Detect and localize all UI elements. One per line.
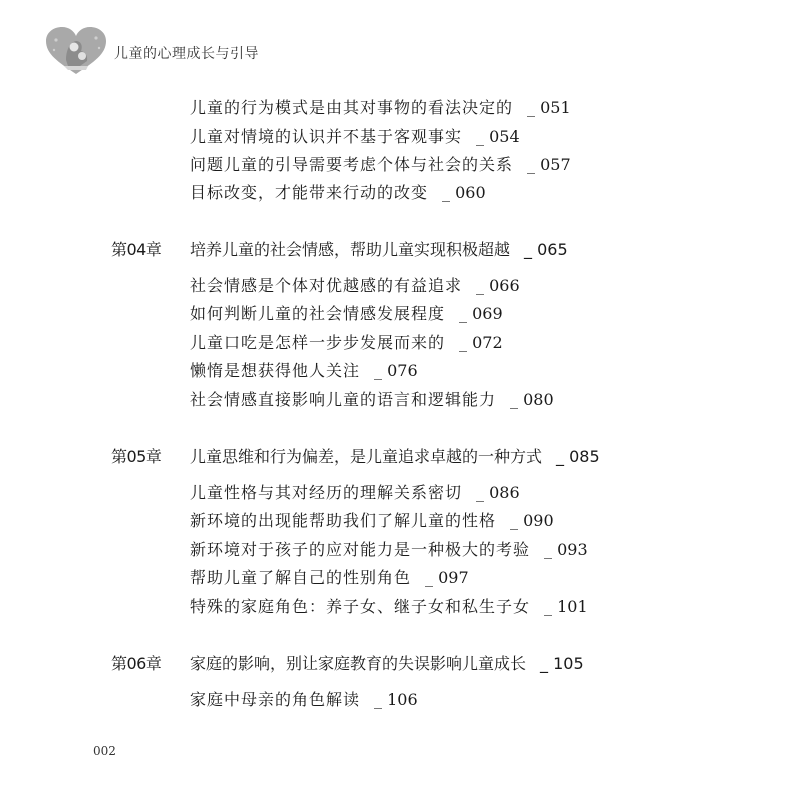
toc-entry[interactable] [190,276,520,296]
toc-entry[interactable] [190,183,486,203]
toc-entry[interactable] [190,540,588,560]
toc-entry[interactable] [190,483,520,503]
entry-title: 儿童对情境的认识并不基于客观事实 [190,127,463,146]
entry-page: _ 097 [425,568,469,587]
entry-page: _ 072 [459,333,503,352]
entry-title: 如何判断儿童的社会情感发展程度 [190,304,446,323]
chapter-heading-04[interactable] [111,240,568,260]
entry-title: 儿童性格与其对经历的理解关系密切 [190,483,463,502]
entry-title: 新环境对于孩子的应对能力是一种极大的考验 [190,540,531,559]
entry-title: 社会情感是个体对优越感的有益追求 [190,276,463,295]
toc-entry[interactable] [190,390,554,410]
toc-entry[interactable] [190,155,571,175]
chapter-heading-05[interactable] [111,447,600,467]
chapter-number: 第06章 [111,654,162,673]
entry-page: _ 054 [476,127,520,146]
entry-page: _ 080 [510,390,554,409]
chapter-title: 儿童思维和行为偏差，是儿童追求卓越的一种方式 [190,447,543,466]
toc-entry[interactable] [190,568,469,588]
entry-page: _ 106 [374,690,418,709]
entry-page: _ 076 [374,361,418,380]
entry-title: 新环境的出现能帮助我们了解儿童的性格 [190,511,497,530]
toc-entry[interactable] [190,511,554,531]
chapter-number: 第04章 [111,240,162,259]
entry-page: _ 060 [442,183,486,202]
toc-entry[interactable] [190,333,503,353]
chapter-heading-06[interactable] [111,654,584,674]
toc-entry[interactable] [190,690,418,710]
chapter-page: _ 065 [524,240,568,259]
entry-title: 特殊的家庭角色：养子女、继子女和私生子女 [190,597,531,616]
toc-entry[interactable] [190,361,418,381]
toc-entry[interactable] [190,98,571,118]
entry-page: _ 101 [544,597,588,616]
entry-title: 目标改变，才能带来行动的改变 [190,183,429,202]
toc-entry[interactable] [190,304,503,324]
entry-page: _ 090 [510,511,554,530]
page-number: 002 [93,744,116,758]
toc-entry[interactable] [190,597,588,617]
entry-page: _ 069 [459,304,503,323]
chapter-page: _ 085 [556,447,600,466]
entry-title: 儿童的行为模式是由其对事物的看法决定的 [190,98,514,117]
chapter-title: 家庭的影响，别让家庭教育的失误影响儿童成长 [190,654,527,673]
entry-title: 帮助儿童了解自己的性别角色 [190,568,412,587]
chapter-title: 培养儿童的社会情感，帮助儿童实现积极超越 [190,240,511,259]
entry-title: 问题儿童的引导需要考虑个体与社会的关系 [190,155,514,174]
toc-entry[interactable] [190,127,520,147]
entry-title: 社会情感直接影响儿童的语言和逻辑能力 [190,390,497,409]
entry-page: _ 051 [527,98,571,117]
entry-page: _ 093 [544,540,588,559]
book-title: 儿童的心理成长与引导 [114,46,259,62]
entry-title: 家庭中母亲的角色解读 [190,690,361,709]
entry-page: _ 086 [476,483,520,502]
chapter-number: 第05章 [111,447,162,466]
entry-page: _ 057 [527,155,571,174]
entry-title: 儿童口吃是怎样一步步发展而来的 [190,333,446,352]
entry-page: _ 066 [476,276,520,295]
entry-title: 懒惰是想获得他人关注 [190,361,361,380]
chapter-page: _ 105 [540,654,584,673]
